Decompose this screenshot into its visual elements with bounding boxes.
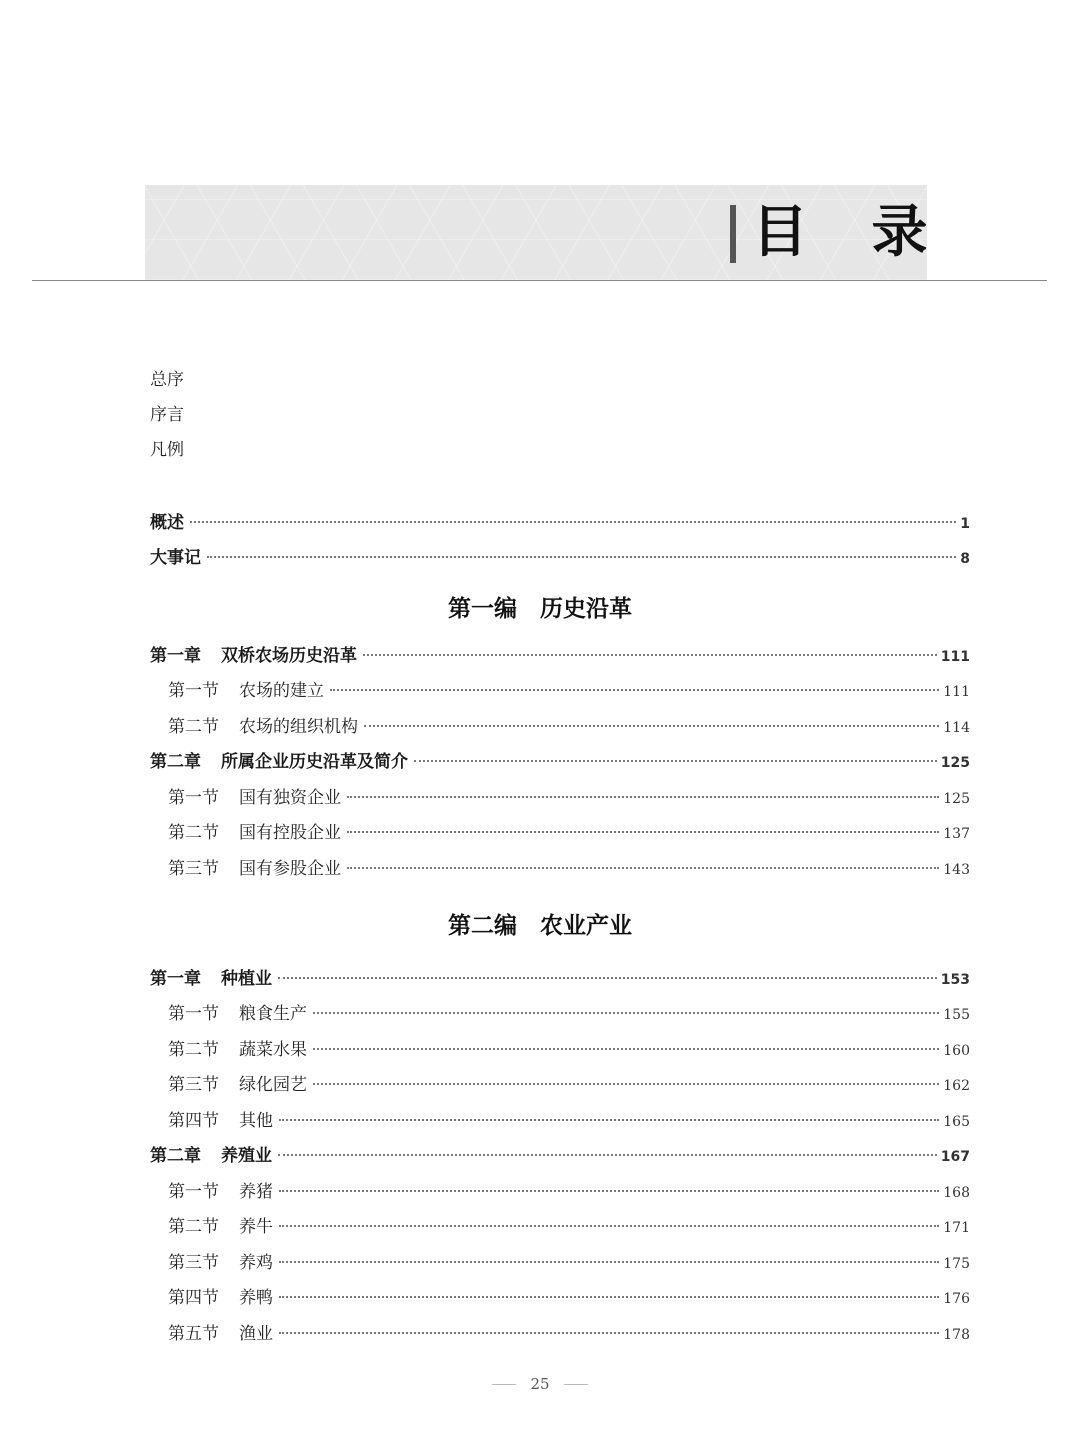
toc-leader bbox=[330, 689, 939, 691]
toc-page-number: 160 bbox=[943, 1043, 970, 1059]
toc-chapter[interactable] bbox=[150, 964, 970, 990]
toc-section[interactable] bbox=[168, 999, 970, 1025]
section-title: 农场的组织机构 bbox=[239, 717, 358, 737]
footer-dash-left bbox=[492, 1384, 516, 1385]
toc-section[interactable] bbox=[168, 712, 970, 738]
section-title: 养牛 bbox=[239, 1217, 273, 1237]
toc-page-number: 153 bbox=[940, 972, 970, 988]
section-title: 国有独资企业 bbox=[239, 788, 341, 808]
section-number: 第一节 bbox=[168, 681, 219, 701]
toc-leader bbox=[414, 760, 937, 762]
section-title: 粮食生产 bbox=[239, 1004, 307, 1024]
section-number: 第三节 bbox=[168, 1253, 219, 1273]
title-divider bbox=[32, 280, 1047, 281]
toc-leader bbox=[279, 1190, 939, 1192]
toc-page-number: 125 bbox=[940, 755, 970, 771]
part-heading-1: 第一编 历史沿革 bbox=[448, 595, 632, 622]
toc-page-number: 176 bbox=[943, 1291, 970, 1307]
toc-page-number: 143 bbox=[943, 862, 970, 878]
toc-section[interactable] bbox=[168, 1070, 970, 1096]
toc-section[interactable] bbox=[168, 783, 970, 809]
section-number: 第一节 bbox=[168, 788, 219, 808]
prelim-item-general-preface[interactable]: 总序 bbox=[150, 370, 184, 390]
chapter-title: 养殖业 bbox=[221, 1146, 272, 1166]
page-title: 目 录 bbox=[752, 200, 950, 265]
toc-leader bbox=[347, 867, 939, 869]
toc-leader bbox=[279, 1261, 939, 1263]
toc-entry-label: 概述 bbox=[150, 513, 184, 533]
section-number: 第三节 bbox=[168, 859, 219, 879]
section-title: 渔业 bbox=[239, 1324, 273, 1344]
section-title: 养鸭 bbox=[239, 1288, 273, 1308]
toc-chapter[interactable] bbox=[150, 641, 970, 667]
chapter-title: 种植业 bbox=[221, 969, 272, 989]
toc-leader bbox=[190, 521, 956, 523]
toc-leader bbox=[313, 1048, 939, 1050]
toc-leader bbox=[347, 796, 939, 798]
toc-leader bbox=[279, 1119, 939, 1121]
toc-page-number: 114 bbox=[943, 720, 970, 736]
section-title: 国有参股企业 bbox=[239, 859, 341, 879]
footer-dash-right bbox=[564, 1384, 588, 1385]
toc-leader bbox=[313, 1012, 939, 1014]
section-number: 第二节 bbox=[168, 1040, 219, 1060]
toc-leader bbox=[279, 1296, 939, 1298]
toc-chapter[interactable] bbox=[150, 747, 970, 773]
toc-leader bbox=[279, 1225, 939, 1227]
section-number: 第五节 bbox=[168, 1324, 219, 1344]
toc-section[interactable] bbox=[168, 1319, 970, 1345]
toc-page-number: 8 bbox=[960, 551, 970, 567]
toc-section[interactable] bbox=[168, 1283, 970, 1309]
toc-page-number: 171 bbox=[943, 1220, 970, 1236]
toc-page-number: 165 bbox=[943, 1114, 970, 1130]
toc-page-number: 168 bbox=[943, 1185, 970, 1201]
chapter-title: 双桥农场历史沿革 bbox=[221, 646, 357, 666]
toc-leader bbox=[278, 1154, 937, 1156]
toc-page-number: 125 bbox=[943, 791, 970, 807]
toc-section[interactable] bbox=[168, 1106, 970, 1132]
prelim-item-guide[interactable]: 凡例 bbox=[150, 440, 184, 460]
section-title: 绿化园艺 bbox=[239, 1075, 307, 1095]
chapter-number: 第一章 bbox=[150, 969, 201, 989]
toc-leader bbox=[363, 654, 937, 656]
section-title: 其他 bbox=[239, 1111, 273, 1131]
toc-section[interactable] bbox=[168, 1212, 970, 1238]
toc-section[interactable] bbox=[168, 676, 970, 702]
toc-page-number: 167 bbox=[940, 1149, 970, 1165]
section-title: 国有控股企业 bbox=[239, 823, 341, 843]
section-number: 第二节 bbox=[168, 823, 219, 843]
toc-section[interactable] bbox=[168, 818, 970, 844]
toc-section[interactable] bbox=[168, 1248, 970, 1274]
section-title: 养猪 bbox=[239, 1182, 273, 1202]
section-title: 蔬菜水果 bbox=[239, 1040, 307, 1060]
toc-leader bbox=[347, 831, 939, 833]
toc-chapter[interactable] bbox=[150, 1141, 970, 1167]
toc-leader bbox=[313, 1083, 939, 1085]
toc-page-number: 111 bbox=[940, 649, 970, 665]
chapter-number: 第二章 bbox=[150, 752, 201, 772]
page-number: 25 bbox=[530, 1375, 550, 1393]
toc-leader bbox=[207, 556, 956, 558]
section-number: 第二节 bbox=[168, 1217, 219, 1237]
toc-entry-chronicle[interactable] bbox=[150, 543, 970, 569]
toc-page-number: 175 bbox=[943, 1256, 970, 1272]
toc-page-number: 155 bbox=[943, 1007, 970, 1023]
section-number: 第四节 bbox=[168, 1288, 219, 1308]
chapter-title: 所属企业历史沿革及简介 bbox=[221, 752, 408, 772]
toc-entry-label: 大事记 bbox=[150, 548, 201, 568]
toc-leader bbox=[279, 1332, 939, 1334]
toc-leader bbox=[278, 977, 937, 979]
title-accent-bar bbox=[730, 205, 736, 263]
chapter-number: 第一章 bbox=[150, 646, 201, 666]
toc-section[interactable] bbox=[168, 1177, 970, 1203]
toc-page-number: 178 bbox=[943, 1327, 970, 1343]
section-number: 第三节 bbox=[168, 1075, 219, 1095]
toc-section[interactable] bbox=[168, 854, 970, 880]
part-heading-2: 第二编 农业产业 bbox=[448, 912, 632, 939]
section-number: 第四节 bbox=[168, 1111, 219, 1131]
section-number: 第二节 bbox=[168, 717, 219, 737]
section-number: 第一节 bbox=[168, 1004, 219, 1024]
toc-section[interactable] bbox=[168, 1035, 970, 1061]
toc-entry-overview[interactable] bbox=[150, 508, 970, 534]
section-title: 农场的建立 bbox=[239, 681, 324, 701]
section-number: 第一节 bbox=[168, 1182, 219, 1202]
prelim-item-preface[interactable]: 序言 bbox=[150, 405, 184, 425]
toc-leader bbox=[364, 725, 939, 727]
toc-page-number: 111 bbox=[943, 684, 970, 700]
section-title: 养鸡 bbox=[239, 1253, 273, 1273]
page-footer bbox=[0, 1372, 1080, 1396]
toc-page-number: 137 bbox=[943, 826, 970, 842]
toc-page-number: 1 bbox=[960, 516, 970, 532]
chapter-number: 第二章 bbox=[150, 1146, 201, 1166]
toc-page-number: 162 bbox=[943, 1078, 970, 1094]
